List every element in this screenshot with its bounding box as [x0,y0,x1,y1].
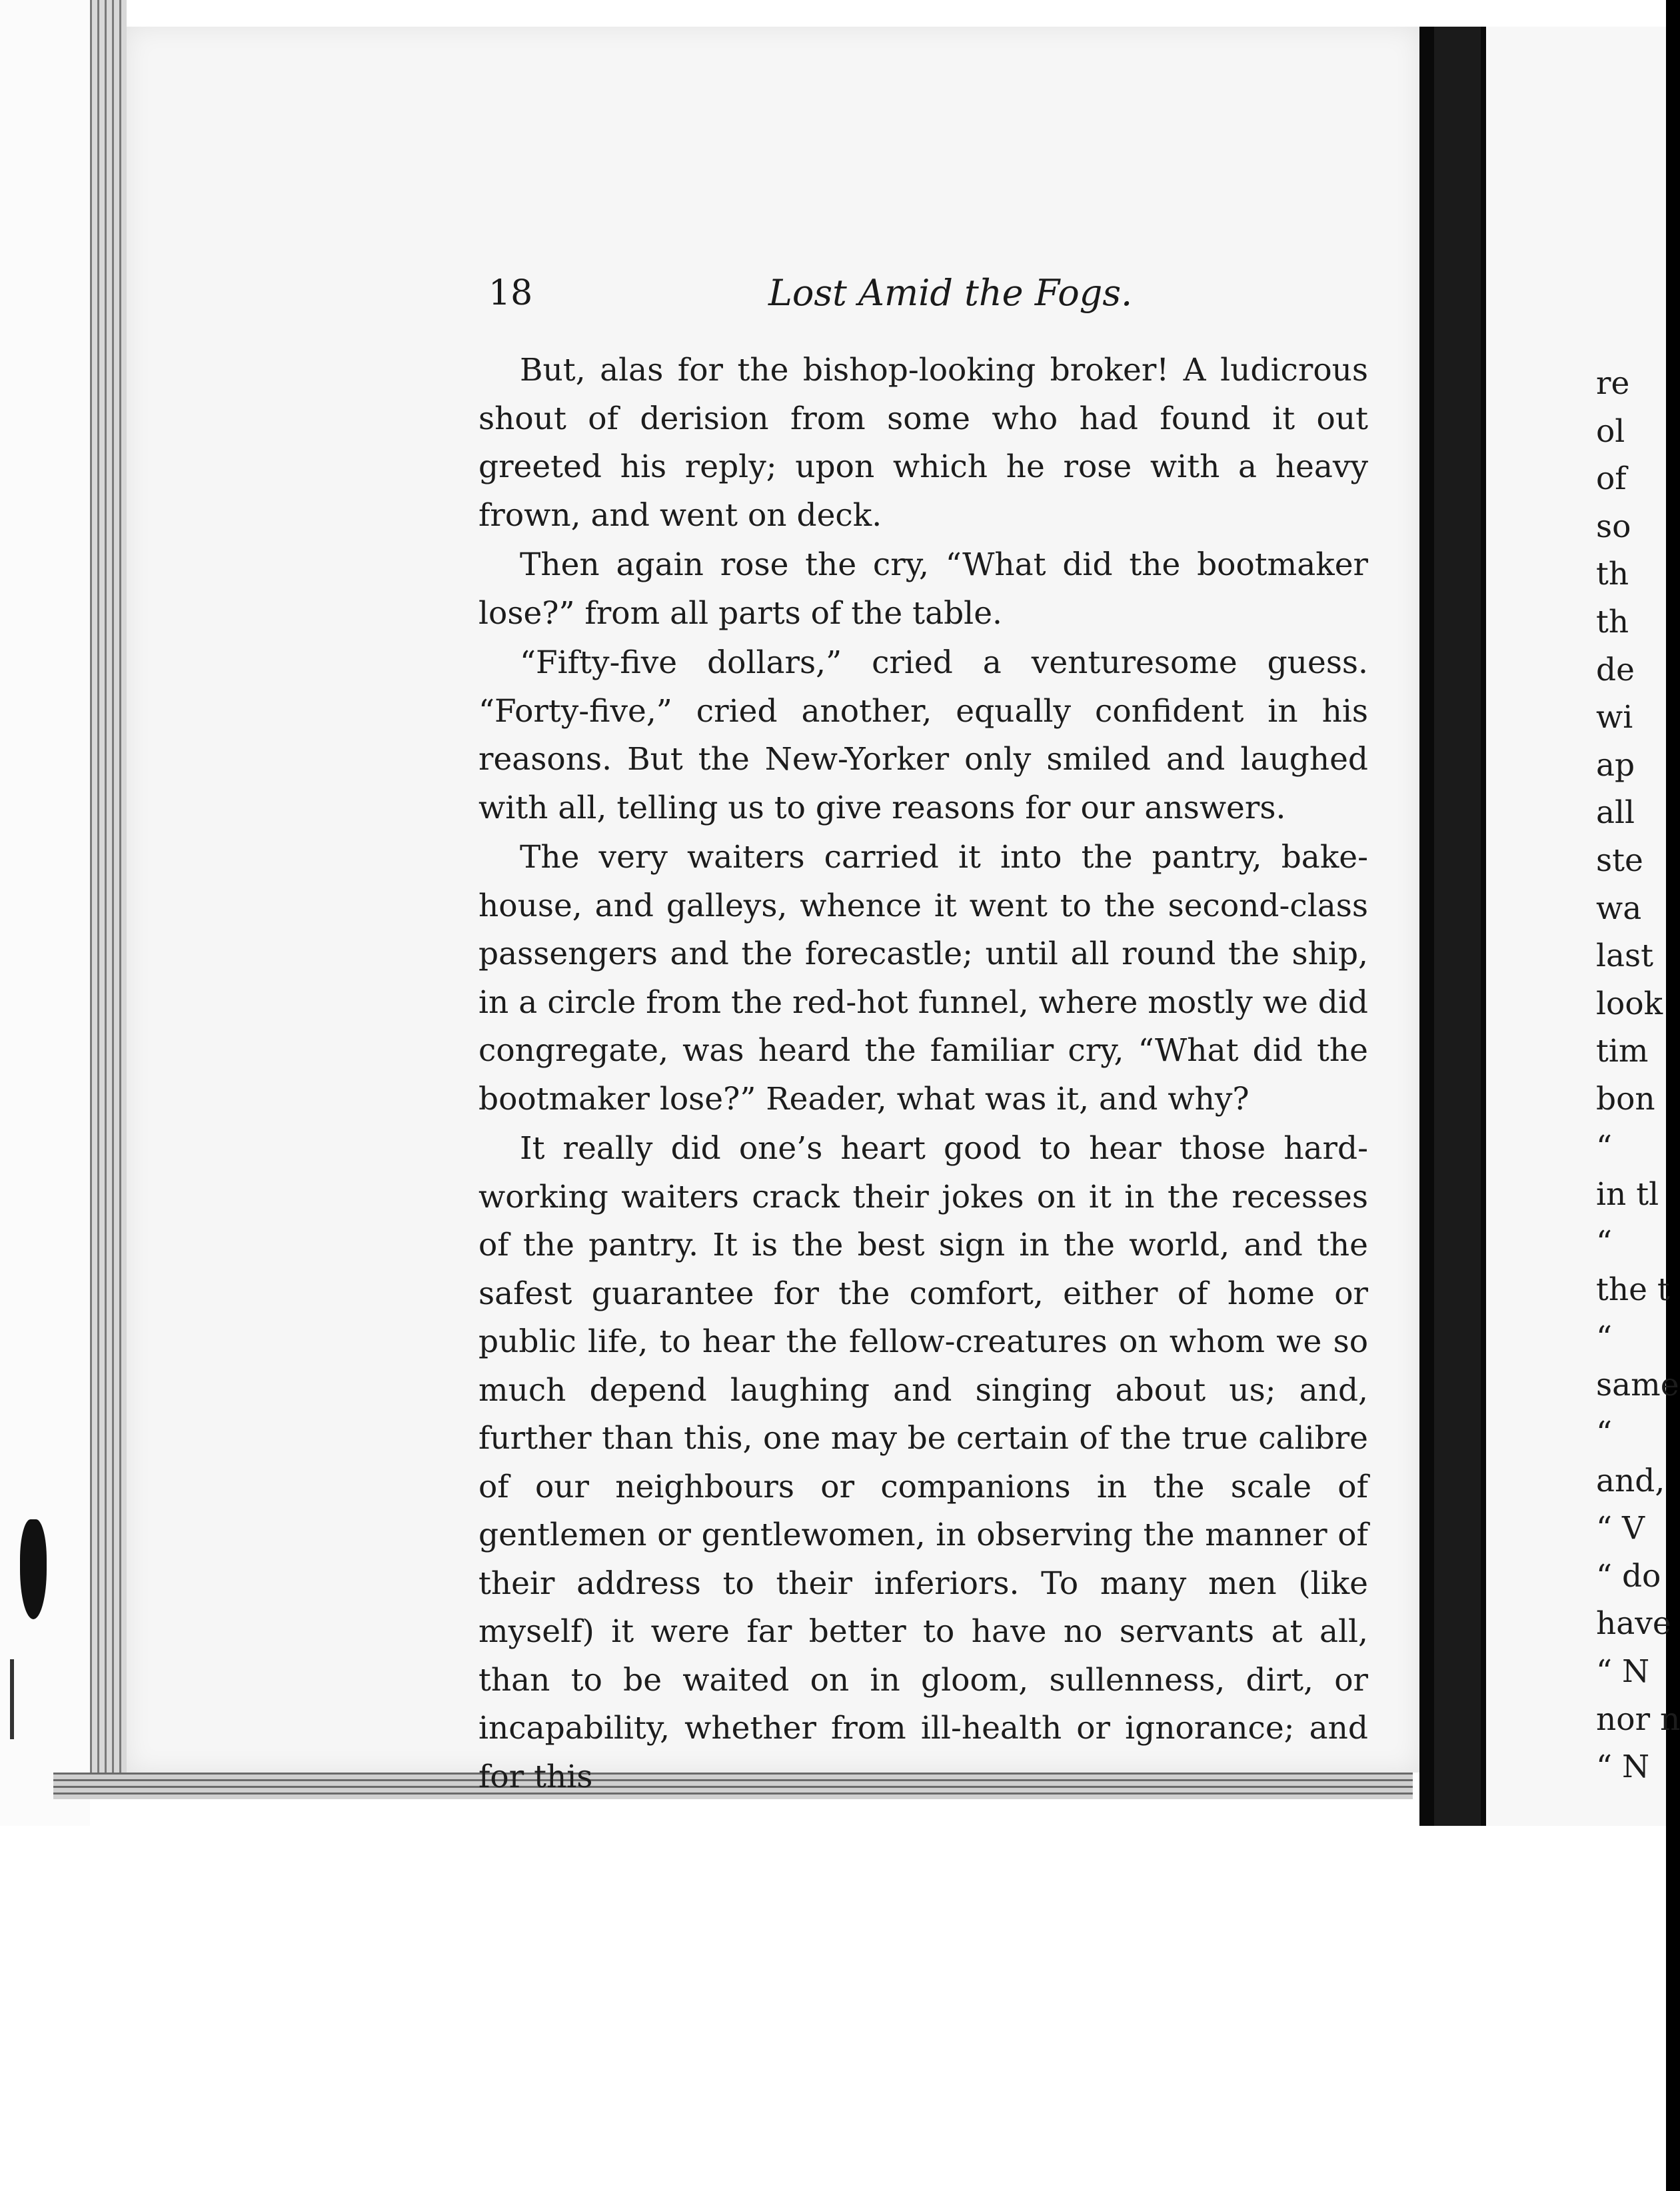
facing-page-line: de [1596,651,1635,688]
paragraph: The very waiters carried it into the pantry, bake-house, and galleys, whence it went to the second-class passengers and the forecastle; until all round the ship, in a circle from the red-hot funnel, where mostly we did congregate, was heard the familiar cry, “What did the bootmaker lose?” Reader, what was it, and why? [478,839,1368,1117]
facing-page-line: re [1596,365,1630,402]
facing-page-line: ap [1596,746,1635,784]
facing-page-line: wa [1596,890,1642,927]
facing-page-line: of [1596,460,1627,498]
book-gutter-inner [1434,27,1481,1826]
running-title: Lost Amid the Fogs. [768,272,1133,314]
paragraph: It really did one’s heart good to hear those hard-working waiters crack their jokes on it in the recesses of the pantry. It is the best sign in the world, and the safest guarantee for the comfort, either of home or public life, to hear the fellow-creatures on whom we so much depend laughing and singing about us; and, further than this, one may be certain of the true calibre of our neighbours or companions in the scale of gentlemen or gentlewomen, in observing the manner of their address to their inferiors. To many men (like myself) it were far better to have no servants at all, than to be waited on in gloom, sullenness, dirt, or incapability, whether from ill-health or ignorance; and for this [478,1130,1368,1795]
facing-page-line: tim [1596,1033,1649,1070]
facing-page-line: so [1596,508,1631,545]
page-edges [90,0,127,1773]
facing-page-line: same [1596,1367,1679,1404]
facing-page-line: th [1596,603,1629,640]
facing-page-line: bon [1596,1080,1655,1117]
binding-mark [20,1519,47,1619]
facing-page-line: “ do [1596,1557,1661,1595]
facing-page-line: last [1596,938,1654,975]
page-number: 18 [488,273,533,313]
facing-page-line: in tl [1596,1176,1659,1213]
facing-page-line: “ [1596,1319,1613,1356]
facing-page-line: ste [1596,842,1643,879]
facing-page-line: th [1596,556,1629,593]
page-header [488,267,1368,320]
facing-page-line: ol [1596,412,1625,450]
facing-page-line: “ N [1596,1653,1650,1691]
facing-page-line: “ N [1596,1749,1650,1786]
facing-page-line: “ [1596,1415,1613,1452]
facing-page-line: the t [1596,1271,1670,1309]
facing-page-line: all [1596,794,1635,832]
facing-page-line: and, [1596,1462,1665,1499]
paragraph: “Fifty-five dollars,” cried a venturesome guess. “Forty-five,” cried another, equally confident in his reasons. But the New-Yorker only smiled and laughed with all, telling us to give reasons for our answers. [478,644,1368,826]
facing-page-line: “ [1596,1223,1613,1261]
facing-page-line: “ V [1596,1510,1645,1547]
paragraph: But, alas for the bishop-looking broker! A ludicrous shout of derision from some who had found it out greeted his reply; upon which he rose with a heavy frown, and went on deck. [478,352,1368,534]
facing-page-line: nor n [1596,1701,1680,1738]
facing-page-line: “ [1596,1128,1613,1165]
body-text [478,347,1368,1801]
facing-page-line: look [1596,985,1663,1022]
facing-page-line: have [1596,1605,1671,1643]
facing-page-line: wi [1596,699,1633,736]
binding-thread [10,1659,14,1739]
facing-page-text [1596,360,1680,1791]
scan-bottom-margin [0,1826,1666,2191]
paragraph: Then again rose the cry, “What did the bootmaker lose?” from all parts of the table. [478,546,1368,632]
